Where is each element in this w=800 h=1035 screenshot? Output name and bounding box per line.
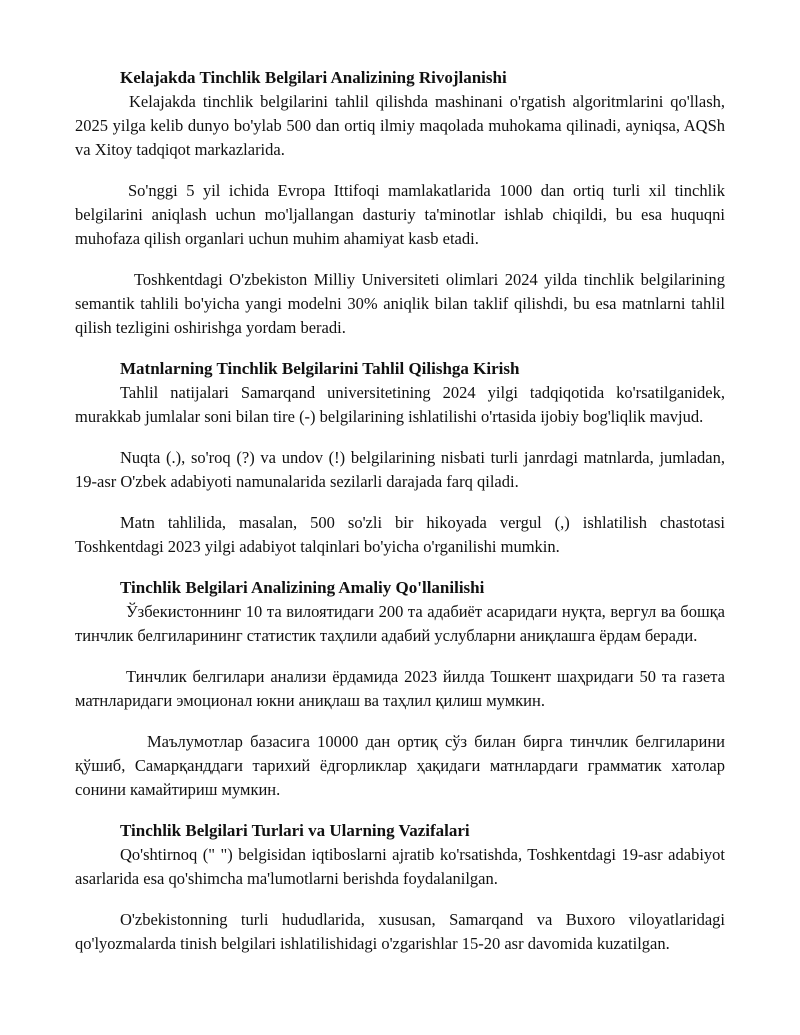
section-heading: Tinchlik Belgilari Turlari va Ularning Vazifalari [120,821,470,840]
paragraph: Kelajakda tinchlik belgilarini tahlil qilishda mashinani o'rgatish algoritmlarini qo'llash, 2025 yilga kelib dunyo bo'ylab 500 dan ortiq ilmiy maqolada muhokama qilinadi, ayniqsa, AQSh va Xitoy tadqiqot markazlarida. [75,92,725,159]
paragraph: Qo'shtirnoq (" ") belgisidan iqtiboslarni ajratib ko'rsatishda, Toshkentdagi 19-asr adabiyot asarlarida esa qo'shimcha ma'lumotlarni berishda foydalanilgan. [75,845,725,888]
paragraph: Ўзбекистоннинг 10 та вилоятидаги 200 та адабиёт асаридаги нуқта, вергул ва бошқа тинчлик белгиларининг статистик таҳлили адабий услубларни аниқлашга ёрдам беради. [75,602,725,645]
paragraph: Tahlil natijalari Samarqand universitetining 2024 yilgi tadqiqotida ko'rsatilganidek, murakkab jumlalar soni bilan tire (-) belgilarining ishlatilishi o'rtasida ijobiy bog'liqlik mavjud. [75,383,725,426]
paragraph: Маълумотлар базасига 10000 дан ортиқ сўз билан бирга тинчлик белгиларини қўшиб, Самарқанддаги тарихий ёдгорликлар ҳақидаги матнлардаги грамматик хатолар сонини камайтириш мумкин. [75,732,725,799]
paragraph: So'nggi 5 yil ichida Evropa Ittifoqi mamlakatlarida 1000 dan ortiq turli xil tinchlik belgilarini aniqlash uchun mo'ljallangan dasturiy ta'minotlar ishlab chiqildi, bu esa huquqni muhofaza qilish organlari uchun muhim ahamiyat kasb etadi. [75,181,725,248]
section-practical-application [75,576,725,802]
document-body [75,66,725,973]
section-types-and-functions [75,819,725,956]
paragraph: Toshkentdagi O'zbekiston Milliy Universiteti olimlari 2024 yilda tinchlik belgilarining semantik tahlili bo'yicha yangi modelni 30% aniqlik bilan taklif qilishdi, bu esa matnlarni tahlil qilish tezligini oshirishga yordam beradi. [75,270,725,337]
section-introduction [75,357,725,559]
paragraph: Тинчлик белгилари анализи ёрдамида 2023 йилда Тошкент шаҳридаги 50 та газета матнларидаги эмоционал юкни аниқлаш ва таҳлил қилиш мумкин. [75,667,725,710]
section-heading: Tinchlik Belgilari Analizining Amaliy Qo'llanilishi [120,578,485,597]
section-future-development [75,66,725,340]
section-heading: Kelajakda Tinchlik Belgilari Analizining Rivojlanishi [120,68,507,87]
section-heading: Matnlarning Tinchlik Belgilarini Tahlil Qilishga Kirish [120,359,520,378]
paragraph: O'zbekistonning turli hududlarida, xususan, Samarqand va Buxoro viloyatlaridagi qo'lyozmalarda tinish belgilari ishlatilishidagi o'zgarishlar 15-20 asr davomida kuzatilgan. [75,910,725,953]
paragraph: Nuqta (.), so'roq (?) va undov (!) belgilarining nisbati turli janrdagi matnlarda, jumladan, 19-asr O'zbek adabiyoti namunalarida sezilarli darajada farq qiladi. [75,448,725,491]
paragraph: Matn tahlilida, masalan, 500 so'zli bir hikoyada vergul (,) ishlatilish chastotasi Toshkentdagi 2023 yilgi adabiyot talqinlari bo'yicha o'rganilishi mumkin. [75,513,725,556]
